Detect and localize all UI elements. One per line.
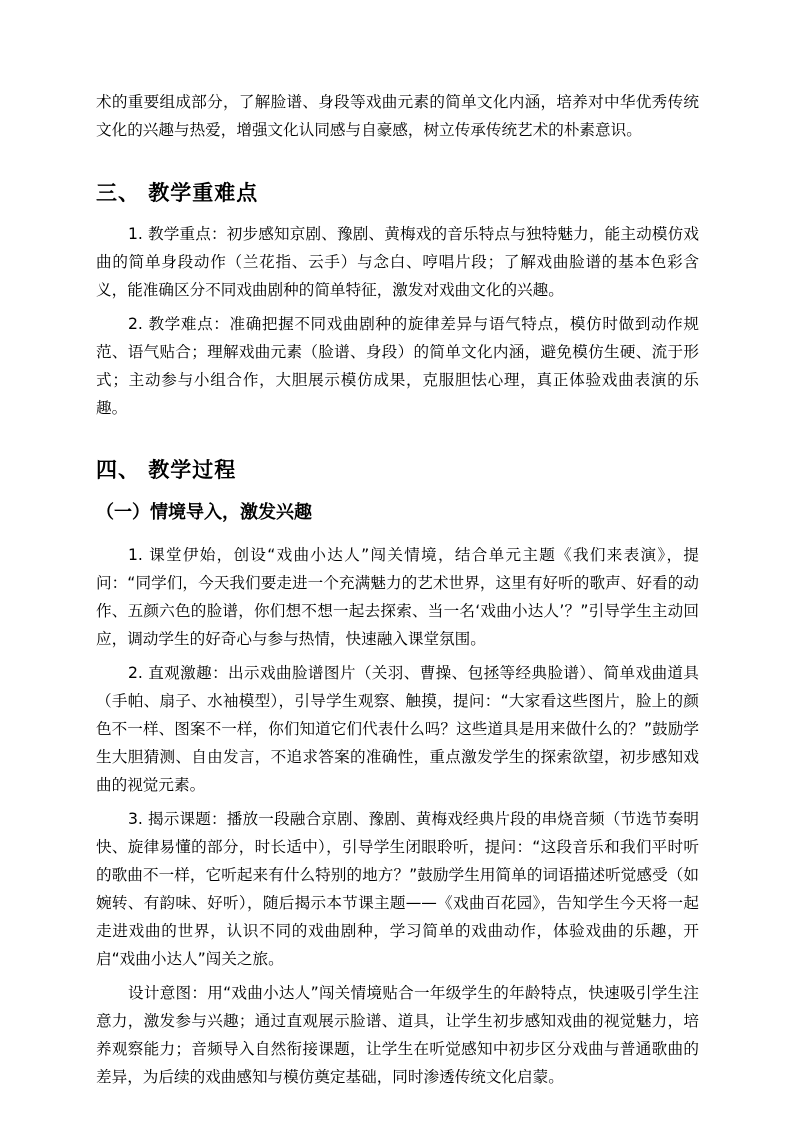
process-paragraph-3: 3. 揭示课题：播放一段融合京剧、豫剧、黄梅戏经典片段的串烧音频（节选节奏明快、旋律易懂的部分，时长适中），引导学生闭眼聆听，提问：“这段音乐和我们平时听的歌曲不一样，它听起来有什么特别的地方？”鼓励学生用简单的词语描述听觉感受（如婉转、有韵味、好听），随后揭示本节课主题——《戏曲百花园》，告知学生今天将一起走进戏曲的世界，认识不同的戏曲剧种，学习简单的戏曲动作，体验戏曲的乐趣，开启“戏曲小达人”闯关之旅。: [96, 810, 699, 968]
process-paragraph-2: 2. 直观激趣：出示戏曲脸谱图片（关羽、曹操、包拯等经典脸谱）、简单戏曲道具（手帕、扇子、水袖模型），引导学生观察、触摸，提问：“大家看这些图片，脸上的颜色不一样、图案不一样，你们知道它们代表什么吗？这些道具是用来做什么的？”鼓励学生大胆猜测、自由发言，不追求答案的准确性，重点激发学生的探索欲望，初步感知戏曲的视觉元素。: [96, 664, 699, 794]
design-intent-paragraph: 设计意图：用“戏曲小达人”闯关情境贴合一年级学生的年龄特点，快速吸引学生注意力，激发参与兴趣；通过直观展示脸谱、道具，让学生初步感知戏曲的视觉魅力，培养观察能力；音频导入自然衔接课题，让学生在听觉感知中初步区分戏曲与普通歌曲的差异，为后续的戏曲感知与模仿奠定基础，同时渗透传统文化启蒙。: [96, 984, 699, 1086]
section-heading-process: 四、 教学过程: [96, 458, 237, 482]
intro-paragraph: 术的重要组成部分，了解脸谱、身段等戏曲元素的简单文化内涵，培养对中华优秀传统文化的兴趣与热爱，增强文化认同感与自豪感，树立传承传统艺术的朴素意识。: [96, 93, 699, 139]
subsection-heading-intro: （一）情境导入，激发兴趣: [96, 502, 312, 523]
key-point-paragraph: 1. 教学重点：初步感知京剧、豫剧、黄梅戏的音乐特点与独特魅力，能主动模仿戏曲的简单身段动作（兰花指、云手）与念白、哼唱片段；了解戏曲脸谱的基本色彩含义，能准确区分不同戏曲剧种的简单特征，激发对戏曲文化的兴趣。: [96, 225, 699, 299]
difficulty-paragraph: 2. 教学难点：准确把握不同戏曲剧种的旋律差异与语气特点，模仿时做到动作规范、语气贴合；理解戏曲元素（脸谱、身段）的简单文化内涵，避免模仿生硬、流于形式；主动参与小组合作，大胆展示模仿成果，克服胆怯心理，真正体验戏曲表演的乐趣。: [96, 315, 699, 417]
process-paragraph-1: 1. 课堂伊始，创设“戏曲小达人”闯关情境，结合单元主题《我们来表演》，提问：“同学们，今天我们要走进一个充满魅力的艺术世界，这里有好听的歌声、好看的动作、五颜六色的脸谱，你们想不想一起去探索、当一名‘戏曲小达人’？”引导学生主动回应，调动学生的好奇心与参与热情，快速融入课堂氛围。: [96, 546, 699, 648]
section-heading-key-points: 三、 教学重难点: [96, 181, 259, 205]
